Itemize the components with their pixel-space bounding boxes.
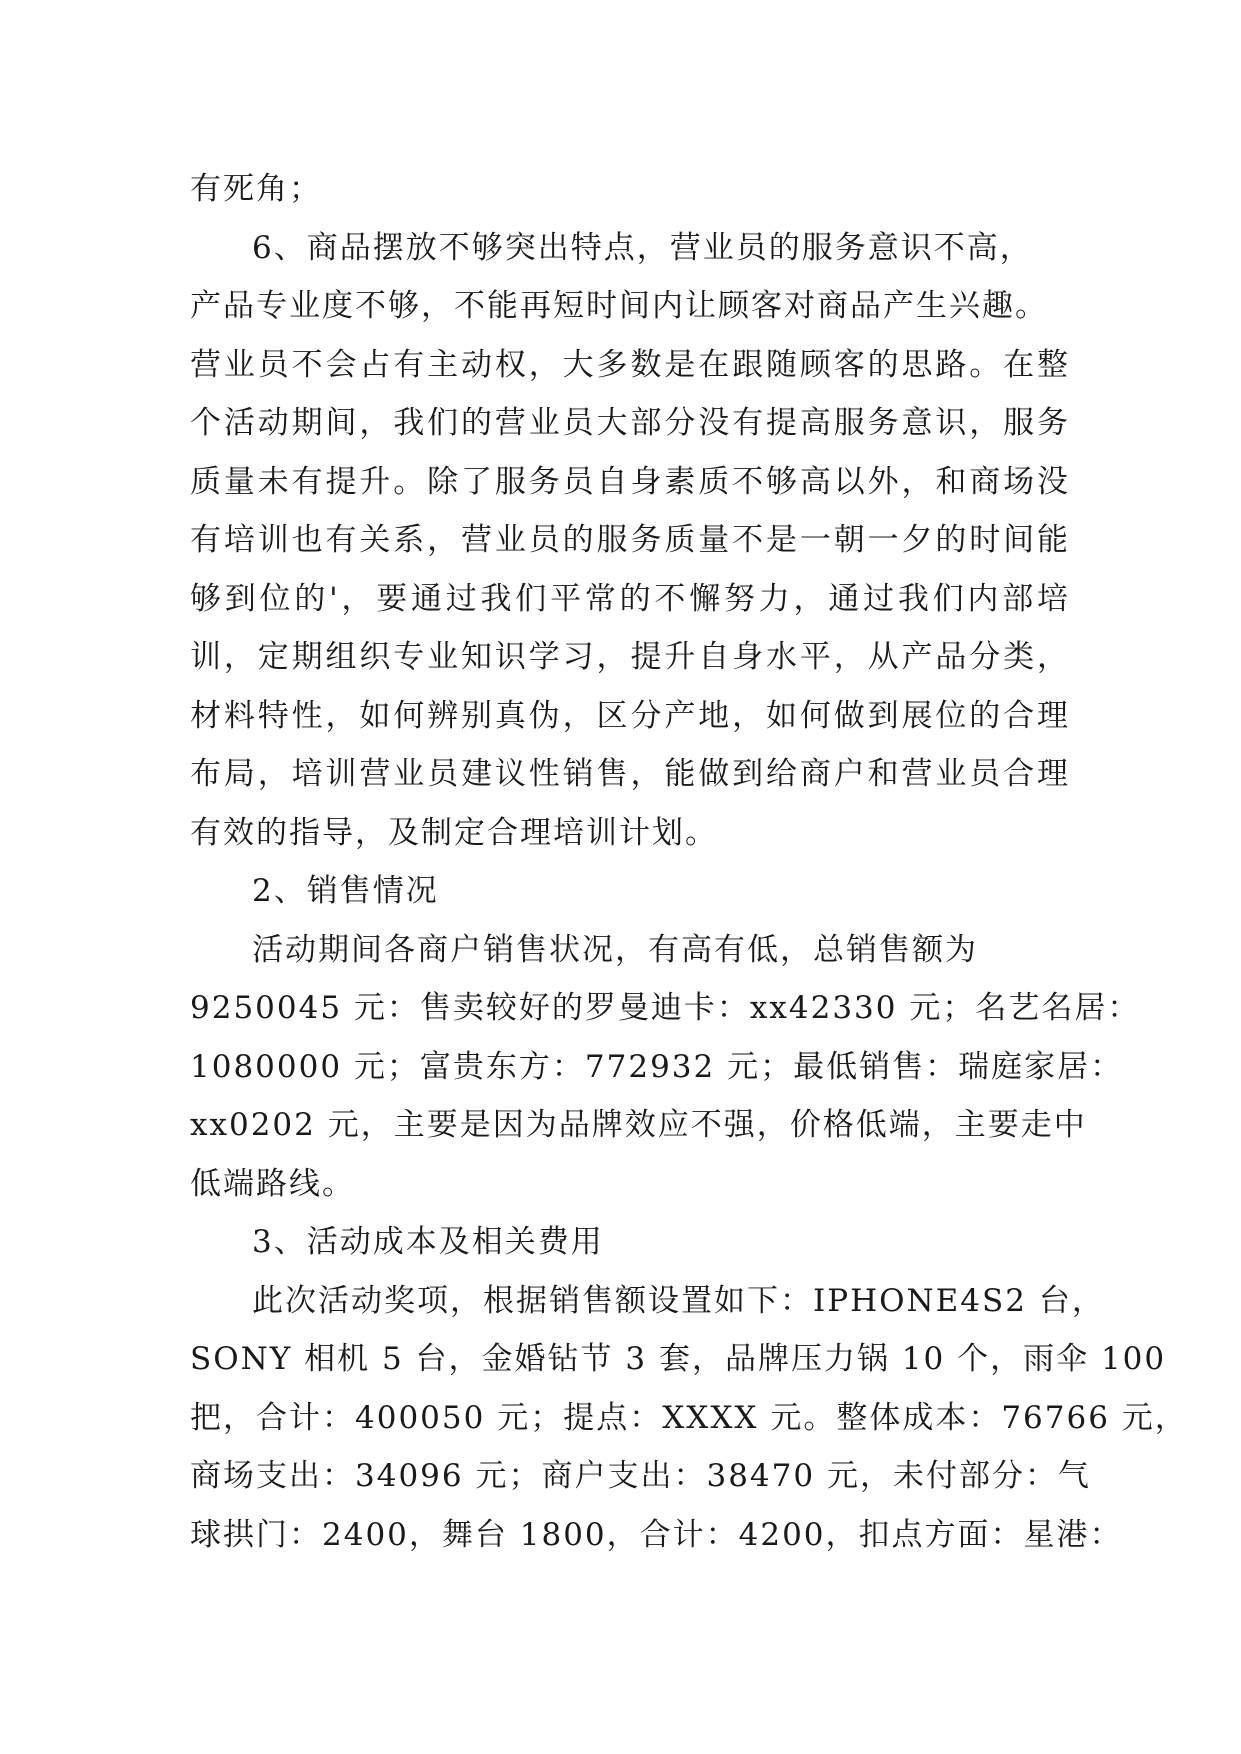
text-line: xx0202 元，主要是因为品牌效应不强，价格低端，主要走中 [190, 1107, 1087, 1143]
text-line: 商场支出：34096 元；商户支出：38470 元，未付部分：气 [190, 1458, 1091, 1494]
text-line: 有死角； [190, 171, 322, 207]
text-line: 有效的指导，及制定合理培训计划。 [190, 814, 718, 851]
text-line: 有培训也有关系，营业员的服务质量不是一朝一夕的时间能 [190, 522, 1070, 558]
text-line: 低端路线。 [190, 1165, 355, 1202]
text-line: 9250045 元：售卖较好的罗曼迪卡：xx42330 元；名艺名居： [190, 990, 1141, 1026]
text-line: 个活动期间，我们的营业员大部分没有提高服务意识，服务 [190, 405, 1070, 441]
text-line: SONY 相机 5 台，金婚钻节 3 套，品牌压力锅 10 个，雨伞 100 [190, 1341, 1167, 1377]
text-line: 6、商品摆放不够突出特点，营业员的服务意识不高， [252, 229, 1033, 266]
text-line: 1080000 元；富贵东方：772932 元；最低销售：瑞庭家居： [190, 1048, 1124, 1085]
document-body [190, 160, 1188, 1564]
text-line: 此次活动奖项，根据销售额设置如下：IPHONE4S2 台， [252, 1282, 1105, 1319]
text-line: 产品专业度不够，不能再短时间内让顾客对商品产生兴趣。 [190, 288, 1048, 324]
text-line: 质量未有提升。除了服务员自身素质不够高以外，和商场没 [190, 463, 1070, 500]
text-line: 把，合计：400050 元；提点：XXXX 元。整体成本：76766 元， [190, 1399, 1188, 1436]
section-heading: 2、销售情况 [252, 873, 439, 909]
text-line: 够到位的'，要通过我们平常的不懈努力，通过我们内部培 [190, 580, 1070, 617]
section-heading: 3、活动成本及相关费用 [252, 1224, 604, 1260]
text-line: 布局，培训营业员建议性销售，能做到给商户和营业员合理 [190, 756, 1070, 792]
text-line: 训，定期组织专业知识学习，提升自身水平，从产品分类， [190, 639, 1070, 675]
text-line: 材料特性，如何辨别真伪，区分产地，如何做到展位的合理 [190, 697, 1070, 734]
text-line: 球拱门：2400，舞台 1800，合计：4200，扣点方面：星港： [190, 1516, 1123, 1553]
text-line: 营业员不会占有主动权，大多数是在跟随顾客的思路。在整 [190, 346, 1070, 383]
text-line: 活动期间各商户销售状况，有高有低，总销售额为 [252, 931, 978, 968]
